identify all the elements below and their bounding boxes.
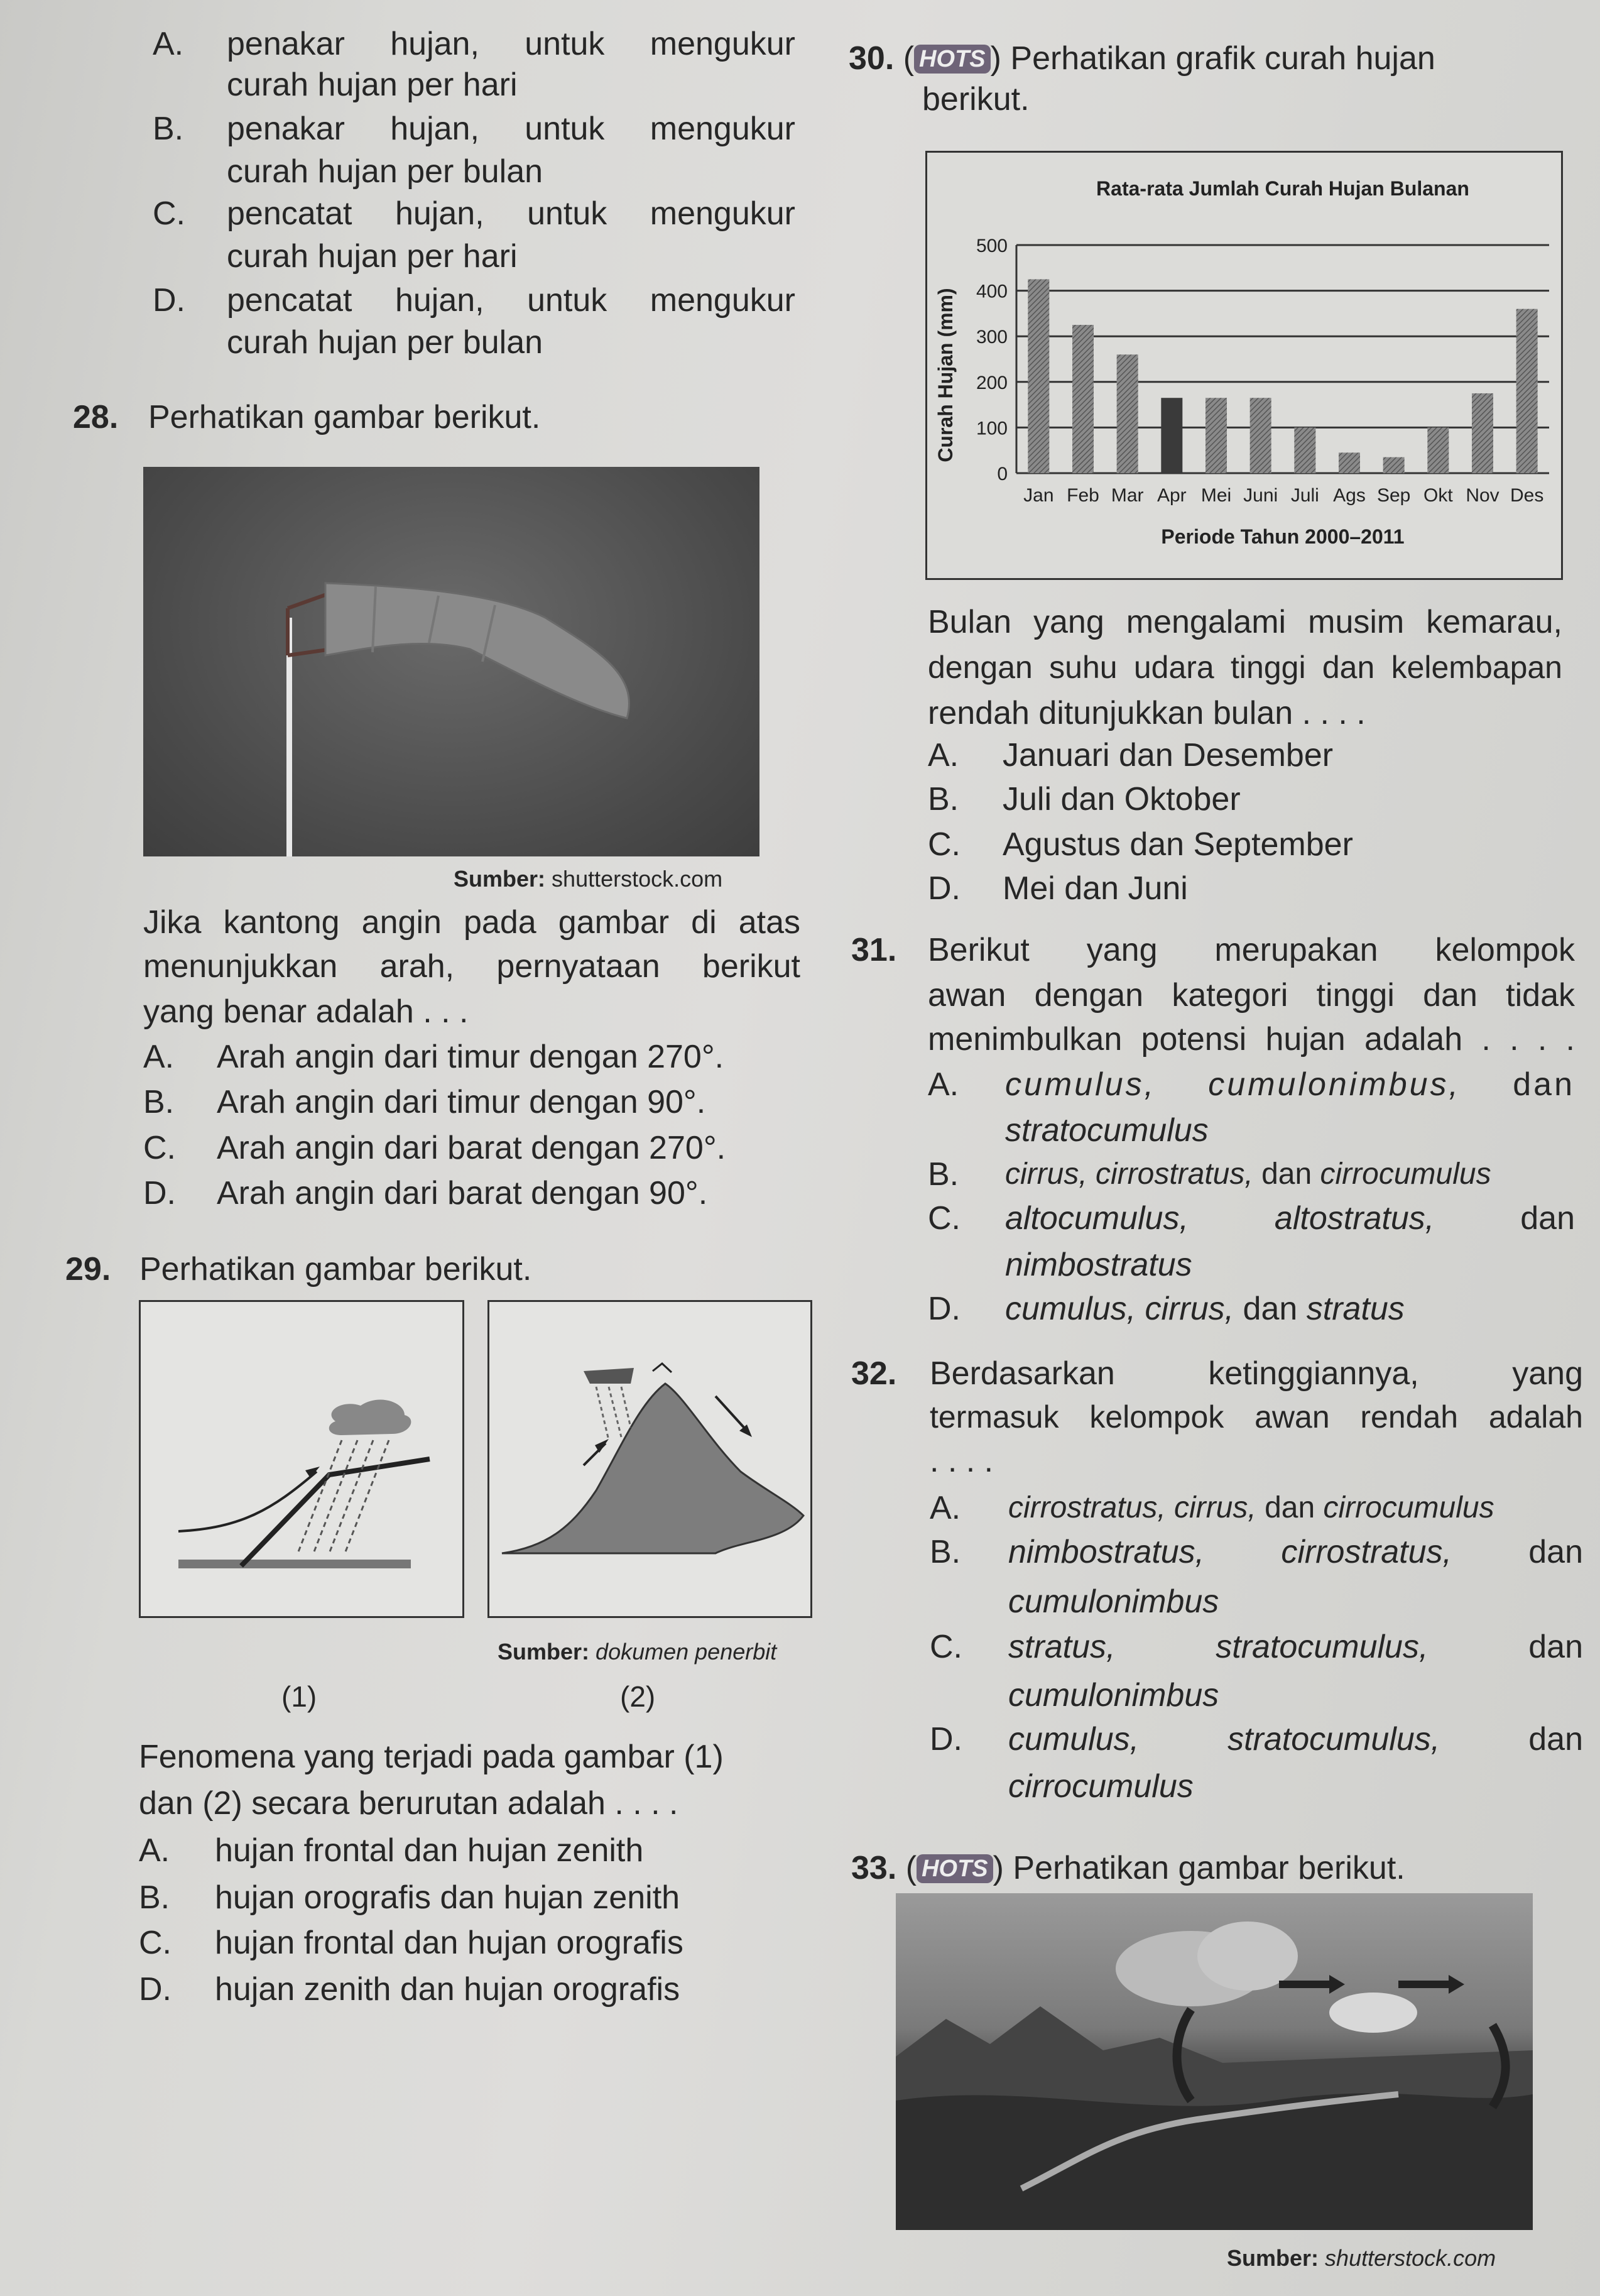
chart-bar-mei (1205, 398, 1227, 473)
hots-badge: HOTS (914, 45, 991, 74)
hots-badge: HOTS (917, 1854, 993, 1883)
q32-option-c-cont: cumulonimbus (1008, 1677, 1219, 1714)
chart-y-tick-label: 300 (976, 327, 1008, 348)
q30-option-a: Januari dan Desember (1003, 737, 1334, 774)
q32-question-line-3: . . . . (930, 1443, 994, 1479)
q27-option-d-letter: D. (153, 282, 185, 319)
q27-option-b-letter: B. (153, 111, 184, 147)
q27-option-c: pencatat hujan, untuk mengukur (227, 195, 795, 232)
chart-y-tick-label: 500 (976, 236, 1008, 256)
chart-bar-des (1516, 309, 1538, 473)
chart-bar-mar (1117, 354, 1138, 473)
q27-option-b: penakar hujan, untuk mengukur (227, 111, 795, 147)
q27-option-a-letter: A. (153, 26, 184, 62)
q30-option-b: Juli dan Oktober (1003, 781, 1241, 817)
q29-caption-2: (2) (620, 1680, 656, 1713)
q31-option-c-letter: C. (928, 1200, 961, 1237)
q30-prompt-cont: berikut. (922, 81, 1030, 118)
q28-question-line-2: menunjukkan arah, pernyataan berikut (143, 948, 800, 985)
q28-number: 28. (73, 399, 119, 435)
chart-bar-feb (1072, 325, 1094, 473)
q30-option-d-letter: D. (928, 870, 961, 907)
q32-option-d-cont: cirrocumulus (1008, 1768, 1194, 1805)
q33-prompt: Perhatikan gambar berikut. (1013, 1850, 1405, 1886)
rainfall-chart-svg (927, 153, 1561, 578)
chart-x-tick-label: Apr (1156, 485, 1187, 506)
chart-bar-juni (1250, 398, 1271, 473)
q33-header: 33. ( HOTS ) Perhatikan gambar berikut. (851, 1850, 1405, 1886)
q30-option-c-letter: C. (928, 826, 961, 863)
q29-caption-1: (1) (281, 1680, 317, 1713)
chart-bar-juli (1294, 427, 1315, 473)
chart-x-tick-label: Ags (1333, 485, 1366, 506)
q29-question-line-1: Fenomena yang terjadi pada gambar (1) (139, 1739, 724, 1775)
q32-option-d: cumulus, stratocumulus, dan (1008, 1721, 1583, 1758)
q28-option-c: Arah angin dari barat dengan 270°. (217, 1130, 726, 1166)
q30-question-line-1: Bulan yang mengalami musim kemarau, (928, 604, 1562, 640)
q28-option-b-letter: B. (143, 1084, 175, 1120)
chart-x-tick-label: Mar (1111, 485, 1144, 506)
chart-x-tick-label: Feb (1067, 485, 1099, 506)
q28-option-b: Arah angin dari timur dengan 90°. (217, 1084, 706, 1120)
q27-option-d-cont: curah hujan per bulan (227, 324, 543, 361)
chart-bar-nov (1472, 393, 1493, 473)
q32-option-b-cont: cumulonimbus (1008, 1583, 1219, 1620)
q29-option-a-letter: A. (139, 1832, 170, 1869)
q32-option-a-letter: A. (930, 1490, 961, 1526)
q28-question-line-3: yang benar adalah . . . (143, 993, 469, 1030)
q29-option-b-letter: B. (139, 1879, 170, 1916)
chart-y-tick-label: 400 (976, 281, 1008, 302)
q30-prompt: Perhatikan grafik curah hujan (1010, 40, 1435, 77)
chart-x-tick-label: Jan (1023, 485, 1054, 506)
q30-question-line-3: rendah ditunjukkan bulan . . . . (928, 695, 1366, 731)
orographic-rain-diagram (487, 1300, 812, 1618)
q28-option-c-letter: C. (143, 1130, 176, 1166)
q31-number: 31. (851, 932, 897, 968)
chart-x-tick-label: Juni (1243, 485, 1278, 506)
chart-title: Rata-rata Jumlah Curah Hujan Bulanan (1096, 177, 1469, 200)
q28-option-d-letter: D. (143, 1175, 176, 1211)
chart-bar-apr (1161, 398, 1182, 473)
q32-number: 32. (851, 1355, 897, 1392)
q32-option-b: nimbostratus, cirrostratus, dan (1008, 1534, 1583, 1570)
q30-option-b-letter: B. (928, 781, 959, 817)
chart-bar-jan (1028, 279, 1049, 473)
chart-bar-ags (1339, 452, 1360, 473)
q29-prompt: Perhatikan gambar berikut. (139, 1251, 532, 1287)
q31-option-d: cumulus, cirrus, dan stratus (1005, 1291, 1405, 1327)
rainfall-chart (925, 151, 1563, 580)
q31-option-c-cont: nimbostratus (1005, 1247, 1192, 1283)
chart-y-tick-label: 200 (976, 372, 1008, 393)
q27-option-a: penakar hujan, untuk mengukur (227, 26, 795, 62)
chart-x-tick-label: Nov (1466, 485, 1499, 506)
q29-option-b: hujan orografis dan hujan zenith (215, 1879, 680, 1916)
q27-option-c-letter: C. (153, 195, 185, 232)
q31-option-a-letter: A. (928, 1066, 959, 1103)
q29-option-c: hujan frontal dan hujan orografis (215, 1925, 683, 1961)
q29-option-c-letter: C. (139, 1925, 171, 1961)
q28-option-a-letter: A. (143, 1039, 175, 1075)
q29-question-line-2: dan (2) secara berurutan adalah . . . . (139, 1785, 678, 1822)
q33-source: Sumber: shutterstock.com (1227, 2245, 1496, 2271)
q27-option-a-cont: curah hujan per hari (227, 67, 518, 103)
q32-question-line-2: termasuk kelompok awan rendah adalah (930, 1399, 1583, 1435)
q30-question-line-2: dengan suhu udara tinggi dan kelembapan (928, 650, 1562, 685)
q32-option-c: stratus, stratocumulus, dan (1008, 1629, 1584, 1665)
q28-option-d: Arah angin dari barat dengan 90°. (217, 1175, 708, 1211)
q32-question-line-1: Berdasarkan ketinggiannya, yang (930, 1355, 1583, 1392)
q28-option-a: Arah angin dari timur dengan 270°. (217, 1039, 724, 1075)
q28-source: Sumber: shutterstock.com (454, 866, 723, 892)
chart-x-tick-label: Juli (1290, 485, 1319, 506)
chart-bar-okt (1427, 427, 1449, 473)
q32-option-c-letter: C. (930, 1629, 962, 1665)
chart-x-tick-label: Des (1510, 485, 1544, 506)
q29-number: 29. (65, 1251, 111, 1287)
q32-option-a: cirrostratus, cirrus, dan cirrocumulus (1008, 1491, 1494, 1524)
q31-option-b: cirrus, cirrostratus, dan cirrocumulus (1005, 1157, 1491, 1191)
chart-x-tick-label: Mei (1200, 485, 1232, 506)
q30-option-d: Mei dan Juni (1003, 870, 1188, 907)
q29-option-d: hujan zenith dan hujan orografis (215, 1971, 680, 2008)
chart-x-tick-label: Sep (1376, 485, 1411, 506)
q32-option-d-letter: D. (930, 1721, 962, 1758)
q30-option-c: Agustus dan September (1003, 826, 1353, 863)
q32-option-b-letter: B. (930, 1534, 961, 1570)
q28-question-line-1: Jika kantong angin pada gambar di atas (143, 904, 800, 941)
q31-question-line-2: awan dengan kategori tinggi dan tidak (928, 977, 1575, 1014)
windsock-image (143, 467, 759, 856)
chart-y-tick-label: 100 (976, 418, 1008, 439)
q30-option-a-letter: A. (928, 737, 959, 774)
water-cycle-image (896, 1893, 1533, 2230)
chart-y-tick-label: 0 (997, 464, 1008, 484)
q27-option-c-cont: curah hujan per hari (227, 238, 518, 275)
q31-option-a-cont: stratocumulus (1005, 1112, 1209, 1149)
q29-option-d-letter: D. (139, 1971, 171, 2008)
q30-header: 30. ( HOTS ) Perhatikan grafik curah hujan (849, 40, 1435, 77)
chart-bar-sep (1383, 457, 1405, 473)
chart-ylabel: Curah Hujan (mm) (934, 288, 957, 462)
chart-x-tick-label: Okt (1423, 485, 1453, 506)
q29-source: Sumber: dokumen penerbit (498, 1639, 777, 1665)
q27-option-b-cont: curah hujan per bulan (227, 153, 543, 190)
q31-option-b-letter: B. (928, 1156, 959, 1193)
q28-prompt: Perhatikan gambar berikut. (148, 399, 541, 435)
frontal-rain-diagram (139, 1300, 464, 1618)
q29-option-a: hujan frontal dan hujan zenith (215, 1832, 644, 1869)
q31-option-d-letter: D. (928, 1291, 961, 1327)
q31-option-c: altocumulus, altostratus, dan (1005, 1200, 1576, 1237)
q31-option-a: cumulus, cumulonimbus, dan (1005, 1066, 1576, 1103)
chart-xlabel: Periode Tahun 2000–2011 (1161, 525, 1405, 548)
q27-option-d: pencatat hujan, untuk mengukur (227, 282, 795, 319)
q31-question-line-3: menimbulkan potensi hujan adalah . . . . (928, 1021, 1575, 1058)
q31-question-line-1: Berikut yang merupakan kelompok (928, 932, 1575, 968)
